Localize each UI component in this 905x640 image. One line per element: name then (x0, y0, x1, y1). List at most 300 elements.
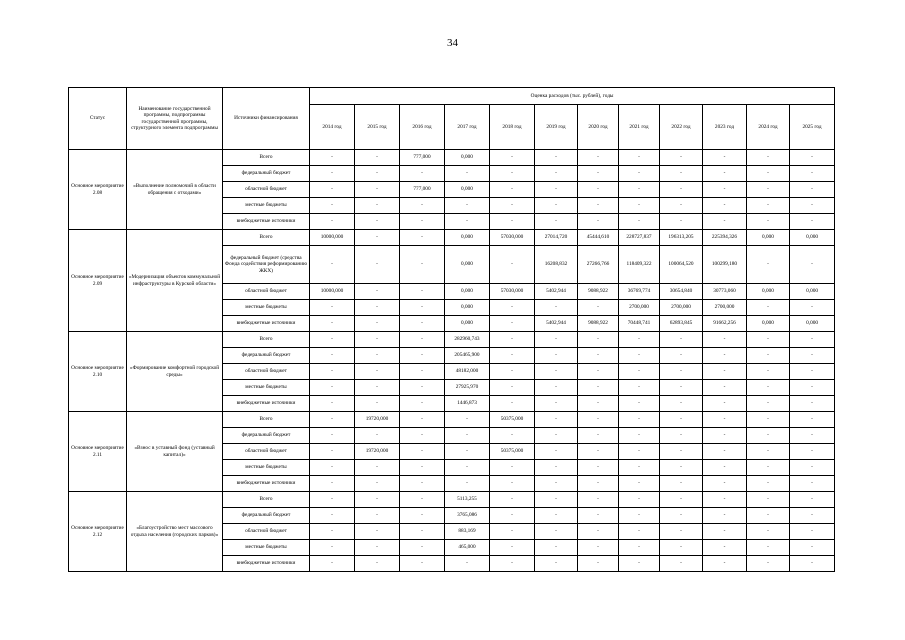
value-cell: - (747, 214, 790, 230)
value-cell: - (355, 540, 400, 556)
value-cell: - (355, 524, 400, 540)
value-cell: - (400, 540, 445, 556)
value-cell: - (619, 364, 660, 380)
value-cell: - (445, 166, 490, 182)
value-cell: - (490, 476, 535, 492)
source-cell: областной бюджет (223, 444, 310, 460)
value-cell: - (490, 316, 535, 332)
value-cell: 9088,922 (578, 284, 619, 300)
value-cell: - (703, 476, 747, 492)
year-header: 2016 год (400, 105, 445, 150)
value-cell: - (578, 166, 619, 182)
value-cell: - (355, 492, 400, 508)
year-header: 2022 год (660, 105, 703, 150)
value-cell: - (660, 380, 703, 396)
value-cell: - (578, 348, 619, 364)
value-cell: - (490, 428, 535, 444)
value-cell: - (619, 556, 660, 572)
value-cell: - (790, 444, 835, 460)
value-cell: - (747, 508, 790, 524)
value-cell: 10000,000 (310, 284, 355, 300)
value-cell: 0,000 (445, 300, 490, 316)
value-cell: - (660, 524, 703, 540)
value-cell: - (790, 412, 835, 428)
value-cell: - (747, 150, 790, 166)
value-cell: - (703, 444, 747, 460)
value-cell: - (790, 182, 835, 198)
value-cell: - (310, 316, 355, 332)
value-cell: - (535, 332, 578, 348)
value-cell: - (535, 166, 578, 182)
value-cell: - (355, 556, 400, 572)
value-cell: - (400, 316, 445, 332)
value-cell: - (355, 364, 400, 380)
value-cell: - (747, 332, 790, 348)
value-cell: - (619, 198, 660, 214)
value-cell: 19720,000 (355, 444, 400, 460)
source-cell: внебюджетные источники (223, 556, 310, 572)
value-cell: - (790, 300, 835, 316)
value-cell: - (747, 182, 790, 198)
value-cell: - (790, 476, 835, 492)
value-cell: - (578, 214, 619, 230)
value-cell: - (535, 476, 578, 492)
value-cell: - (535, 348, 578, 364)
status-cell: Основное мероприятие 2.09 (69, 230, 127, 332)
year-header: 2020 год (578, 105, 619, 150)
value-cell: - (355, 214, 400, 230)
value-cell: - (355, 460, 400, 476)
table-row (69, 412, 835, 428)
value-cell: - (310, 214, 355, 230)
value-cell: - (400, 380, 445, 396)
value-cell: - (747, 364, 790, 380)
value-cell: - (490, 380, 535, 396)
value-cell: 465,000 (445, 540, 490, 556)
value-cell: - (790, 214, 835, 230)
value-cell: 118409,322 (619, 246, 660, 284)
value-cell: - (355, 198, 400, 214)
value-cell: - (310, 166, 355, 182)
table-row (69, 150, 835, 166)
value-cell: - (747, 540, 790, 556)
year-header: 2019 год (535, 105, 578, 150)
value-cell: - (310, 198, 355, 214)
value-cell: - (619, 444, 660, 460)
value-cell: - (310, 508, 355, 524)
value-cell: - (535, 540, 578, 556)
header-program-name: Наименование государственной программы, подпрограммы государственной программы, структурного элемента подпрограммы (127, 88, 223, 150)
year-header: 2014 год (310, 105, 355, 150)
value-cell: - (535, 444, 578, 460)
value-cell: - (535, 428, 578, 444)
source-cell: федеральный бюджет (223, 508, 310, 524)
value-cell: - (400, 444, 445, 460)
value-cell: - (747, 524, 790, 540)
value-cell: - (400, 332, 445, 348)
value-cell: - (790, 524, 835, 540)
value-cell: - (619, 166, 660, 182)
value-cell: - (790, 150, 835, 166)
value-cell: - (660, 460, 703, 476)
value-cell: - (790, 332, 835, 348)
value-cell: - (619, 380, 660, 396)
value-cell: 2700,000 (660, 300, 703, 316)
source-cell: местные бюджеты (223, 380, 310, 396)
value-cell: - (790, 428, 835, 444)
value-cell: - (535, 300, 578, 316)
value-cell: - (578, 460, 619, 476)
value-cell: - (355, 476, 400, 492)
source-cell: областной бюджет (223, 182, 310, 198)
value-cell: 228727,837 (619, 230, 660, 246)
value-cell: - (619, 214, 660, 230)
value-cell: - (660, 166, 703, 182)
value-cell: - (703, 380, 747, 396)
value-cell: - (619, 332, 660, 348)
value-cell: - (619, 540, 660, 556)
source-cell: Всего (223, 332, 310, 348)
value-cell: - (747, 246, 790, 284)
value-cell: - (355, 284, 400, 300)
value-cell: 282960,743 (445, 332, 490, 348)
value-cell: - (703, 428, 747, 444)
value-cell: 0,000 (445, 316, 490, 332)
value-cell: - (703, 524, 747, 540)
value-cell: - (578, 150, 619, 166)
source-cell: областной бюджет (223, 364, 310, 380)
value-cell: 0,000 (445, 230, 490, 246)
value-cell: - (490, 198, 535, 214)
value-cell: - (310, 524, 355, 540)
value-cell: - (703, 150, 747, 166)
value-cell: 57030,000 (490, 284, 535, 300)
page-number: 34 (447, 37, 458, 49)
value-cell: - (535, 396, 578, 412)
value-cell: - (660, 150, 703, 166)
value-cell: - (400, 300, 445, 316)
value-cell: - (355, 508, 400, 524)
source-cell: Всего (223, 150, 310, 166)
value-cell: - (578, 182, 619, 198)
value-cell: 27014,720 (535, 230, 578, 246)
value-cell: - (578, 396, 619, 412)
table-body (69, 150, 835, 572)
value-cell: - (747, 348, 790, 364)
budget-table (68, 87, 835, 572)
value-cell: 27925,970 (445, 380, 490, 396)
value-cell: - (355, 428, 400, 444)
value-cell: - (660, 476, 703, 492)
value-cell: - (490, 182, 535, 198)
value-cell: - (747, 476, 790, 492)
value-cell: 883,169 (445, 524, 490, 540)
value-cell: 5402,944 (535, 316, 578, 332)
value-cell: - (660, 348, 703, 364)
value-cell: - (790, 348, 835, 364)
value-cell: 0,000 (790, 316, 835, 332)
value-cell: - (703, 198, 747, 214)
source-cell: местные бюджеты (223, 198, 310, 214)
table-row (69, 492, 835, 508)
value-cell: - (535, 182, 578, 198)
value-cell: - (445, 556, 490, 572)
value-cell: - (747, 460, 790, 476)
value-cell: - (445, 412, 490, 428)
value-cell: 36769,774 (619, 284, 660, 300)
value-cell: - (578, 524, 619, 540)
value-cell: - (310, 412, 355, 428)
value-cell: 2700,000 (703, 300, 747, 316)
value-cell: - (619, 460, 660, 476)
value-cell: - (619, 412, 660, 428)
value-cell: - (660, 332, 703, 348)
value-cell: 9088,922 (578, 316, 619, 332)
value-cell: - (355, 150, 400, 166)
value-cell: 62893,845 (660, 316, 703, 332)
value-cell: 45444,610 (578, 230, 619, 246)
value-cell: 100064,520 (660, 246, 703, 284)
source-cell: внебюджетные источники (223, 214, 310, 230)
value-cell: 0,000 (445, 246, 490, 284)
value-cell: - (310, 332, 355, 348)
value-cell: - (703, 364, 747, 380)
value-cell: - (400, 556, 445, 572)
value-cell: - (660, 412, 703, 428)
value-cell: 777,000 (400, 182, 445, 198)
value-cell: - (535, 150, 578, 166)
value-cell: 0,000 (445, 182, 490, 198)
value-cell: - (747, 300, 790, 316)
value-cell: - (535, 508, 578, 524)
value-cell: - (535, 492, 578, 508)
value-cell: 57030,000 (490, 230, 535, 246)
value-cell: - (400, 396, 445, 412)
source-cell: федеральный бюджет (223, 428, 310, 444)
value-cell: - (490, 348, 535, 364)
value-cell: - (578, 300, 619, 316)
value-cell: - (578, 428, 619, 444)
value-cell: 50375,000 (490, 412, 535, 428)
value-cell: - (310, 556, 355, 572)
value-cell: - (400, 508, 445, 524)
value-cell: - (747, 166, 790, 182)
value-cell: - (619, 492, 660, 508)
value-cell: - (703, 166, 747, 182)
value-cell: - (535, 364, 578, 380)
value-cell: - (535, 412, 578, 428)
value-cell: - (490, 540, 535, 556)
value-cell: - (535, 214, 578, 230)
value-cell: 27266,766 (578, 246, 619, 284)
value-cell: - (310, 364, 355, 380)
value-cell: - (490, 556, 535, 572)
value-cell: - (703, 182, 747, 198)
value-cell: - (490, 396, 535, 412)
value-cell: - (619, 348, 660, 364)
program-name-cell: «Взнос в уставный фонд (уставный капитал)» (127, 412, 223, 492)
value-cell: - (355, 246, 400, 284)
value-cell: - (535, 460, 578, 476)
value-cell: - (578, 364, 619, 380)
value-cell: 0,000 (747, 230, 790, 246)
source-cell: Всего (223, 230, 310, 246)
value-cell: - (355, 316, 400, 332)
value-cell: - (660, 556, 703, 572)
value-cell: - (703, 508, 747, 524)
value-cell: - (400, 198, 445, 214)
value-cell: - (578, 508, 619, 524)
source-cell: Всего (223, 492, 310, 508)
value-cell: - (445, 476, 490, 492)
value-cell: 2700,000 (619, 300, 660, 316)
value-cell: - (355, 332, 400, 348)
value-cell: - (445, 460, 490, 476)
value-cell: - (355, 230, 400, 246)
value-cell: - (703, 348, 747, 364)
value-cell: - (703, 556, 747, 572)
value-cell: - (703, 540, 747, 556)
value-cell: - (490, 364, 535, 380)
program-name-cell: «Формирование комфортной городской среды» (127, 332, 223, 412)
value-cell: - (400, 166, 445, 182)
value-cell: - (310, 348, 355, 364)
value-cell: 91662,256 (703, 316, 747, 332)
table-header (69, 88, 835, 150)
value-cell: - (790, 540, 835, 556)
value-cell: 0,000 (445, 284, 490, 300)
value-cell: - (490, 150, 535, 166)
value-cell: - (310, 182, 355, 198)
value-cell: - (790, 508, 835, 524)
value-cell: - (619, 508, 660, 524)
value-cell: - (619, 150, 660, 166)
value-cell: - (790, 556, 835, 572)
value-cell: - (355, 380, 400, 396)
value-cell: - (310, 428, 355, 444)
source-cell: Всего (223, 412, 310, 428)
value-cell: - (400, 284, 445, 300)
value-cell: 5402,944 (535, 284, 578, 300)
value-cell: - (310, 380, 355, 396)
value-cell: - (790, 198, 835, 214)
value-cell: - (747, 428, 790, 444)
value-cell: - (660, 444, 703, 460)
program-name-cell: «Благоустройство мест массового отдыха населения (городских парков)» (127, 492, 223, 572)
value-cell: - (747, 396, 790, 412)
value-cell: - (535, 524, 578, 540)
value-cell: - (619, 476, 660, 492)
value-cell: - (703, 492, 747, 508)
value-cell: - (660, 198, 703, 214)
value-cell: - (619, 396, 660, 412)
value-cell: - (400, 412, 445, 428)
value-cell: - (310, 300, 355, 316)
value-cell: - (578, 198, 619, 214)
source-cell: внебюджетные источники (223, 316, 310, 332)
year-header: 2023 год (703, 105, 747, 150)
value-cell: - (355, 396, 400, 412)
value-cell: - (355, 348, 400, 364)
year-header: 2021 год (619, 105, 660, 150)
value-cell: 0,000 (747, 316, 790, 332)
value-cell: - (790, 492, 835, 508)
value-cell: 30773,060 (703, 284, 747, 300)
value-cell: 0,000 (445, 150, 490, 166)
value-cell: - (790, 396, 835, 412)
value-cell: - (310, 460, 355, 476)
value-cell: 777,000 (400, 150, 445, 166)
value-cell: - (490, 508, 535, 524)
program-name-cell: «Выполнение полномочий в области обращения с отходами» (127, 150, 223, 230)
source-cell: внебюджетные источники (223, 396, 310, 412)
value-cell: - (310, 246, 355, 284)
value-cell: - (747, 492, 790, 508)
value-cell: - (490, 214, 535, 230)
value-cell: - (578, 444, 619, 460)
value-cell: - (400, 460, 445, 476)
value-cell: - (310, 396, 355, 412)
value-cell: - (660, 492, 703, 508)
value-cell: - (747, 380, 790, 396)
value-cell: 0,000 (790, 230, 835, 246)
value-cell: - (400, 230, 445, 246)
value-cell: - (400, 524, 445, 540)
status-cell: Основное мероприятие 2.12 (69, 492, 127, 572)
value-cell: 100299,180 (703, 246, 747, 284)
value-cell: - (310, 540, 355, 556)
source-cell: федеральный бюджет (223, 348, 310, 364)
value-cell: - (660, 214, 703, 230)
source-cell: местные бюджеты (223, 300, 310, 316)
table-row (69, 332, 835, 348)
value-cell: - (660, 428, 703, 444)
value-cell: - (703, 214, 747, 230)
table-row (69, 230, 835, 246)
value-cell: - (578, 492, 619, 508)
value-cell: - (355, 166, 400, 182)
value-cell: - (619, 428, 660, 444)
value-cell: - (660, 396, 703, 412)
value-cell: - (790, 166, 835, 182)
value-cell: - (400, 428, 445, 444)
value-cell: - (790, 246, 835, 284)
value-cell: - (400, 364, 445, 380)
value-cell: 50375,000 (490, 444, 535, 460)
value-cell: - (578, 556, 619, 572)
value-cell: - (400, 492, 445, 508)
header-sources: Источники финансирования (223, 88, 310, 150)
value-cell: 225394,326 (703, 230, 747, 246)
value-cell: - (535, 198, 578, 214)
value-cell: 30654,840 (660, 284, 703, 300)
value-cell: - (660, 182, 703, 198)
value-cell: - (490, 492, 535, 508)
value-cell: - (355, 300, 400, 316)
value-cell: - (400, 214, 445, 230)
value-cell: - (578, 332, 619, 348)
value-cell: - (490, 166, 535, 182)
year-header: 2018 год (490, 105, 535, 150)
value-cell: - (490, 332, 535, 348)
value-cell: - (578, 412, 619, 428)
year-header: 2015 год (355, 105, 400, 150)
value-cell: - (660, 540, 703, 556)
value-cell: 205465,900 (445, 348, 490, 364)
source-cell: областной бюджет (223, 284, 310, 300)
value-cell: 10000,000 (310, 230, 355, 246)
value-cell: - (400, 348, 445, 364)
